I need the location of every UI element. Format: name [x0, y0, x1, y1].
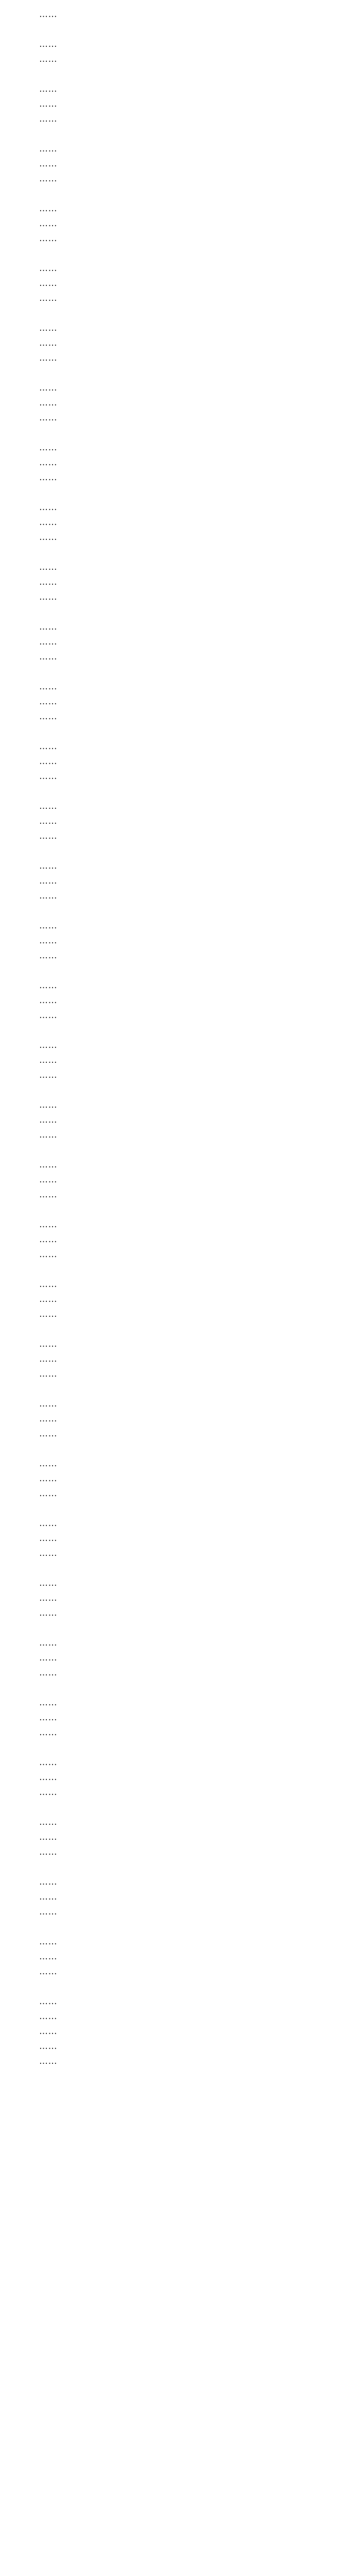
article-paragraph: ……: [39, 114, 58, 124]
article-paragraph: ……: [39, 218, 58, 229]
article-paragraph: ……: [39, 831, 58, 841]
article-paragraph: ……: [39, 1668, 58, 1678]
article-paragraph: ……: [39, 443, 58, 453]
article-paragraph: ……: [39, 1608, 58, 1618]
article-paragraph: ……: [39, 1010, 58, 1021]
article-paragraph: ……: [39, 1309, 58, 1319]
article-paragraph: ……: [39, 876, 58, 886]
article-paragraph: ……: [39, 1294, 58, 1304]
article-paragraph: ……: [39, 756, 58, 767]
article-paragraph: ……: [39, 1100, 58, 1110]
article-paragraph: ……: [39, 891, 58, 901]
article-paragraph: ……: [39, 1578, 58, 1588]
article-paragraph: ……: [39, 1593, 58, 1603]
article-paragraph: ……: [39, 1339, 58, 1349]
article-paragraph: ……: [39, 2056, 58, 2066]
article-paragraph: ……: [39, 1070, 58, 1080]
article-paragraph: ……: [39, 1429, 58, 1439]
article-paragraph: ……: [39, 1817, 58, 1827]
article-paragraph: ……: [39, 1160, 58, 1170]
article-paragraph: ……: [39, 263, 58, 274]
article-paragraph: ……: [39, 1190, 58, 1200]
article-paragraph: ……: [39, 144, 58, 154]
article-paragraph: ……: [39, 2011, 58, 2022]
article-paragraph: ……: [39, 562, 58, 572]
article-paragraph: ……: [39, 741, 58, 752]
article-paragraph: ……: [39, 1473, 58, 1484]
article-paragraph: ……: [39, 711, 58, 722]
article-paragraph: ……: [39, 1055, 58, 1065]
article-paragraph: ……: [39, 577, 58, 587]
article-paragraph: ……: [39, 1219, 58, 1230]
article-paragraph: ……: [39, 921, 58, 931]
article-paragraph: ……: [39, 861, 58, 871]
article-paragraph: ……: [39, 204, 58, 214]
article-paragraph: ……: [39, 622, 58, 632]
article-paragraph: ……: [39, 413, 58, 423]
article-paragraph: ……: [39, 1952, 58, 1962]
article-paragraph: ……: [39, 174, 58, 184]
article-paragraph: ……: [39, 1653, 58, 1663]
article-paragraph: ……: [39, 592, 58, 602]
article-paragraph: ……: [39, 1727, 58, 1738]
article-paragraph: ……: [39, 1548, 58, 1558]
article-paragraph: ……: [39, 1832, 58, 1842]
article-paragraph: ……: [39, 816, 58, 826]
article-paragraph: ……: [39, 2041, 58, 2052]
article-paragraph: ……: [39, 502, 58, 513]
article-paragraph: ……: [39, 1967, 58, 1977]
article-paragraph: ……: [39, 1713, 58, 1723]
article-paragraph: ……: [39, 1937, 58, 1947]
article-paragraph: ……: [39, 1175, 58, 1185]
article-paragraph: ……: [39, 1234, 58, 1245]
article-paragraph: ……: [39, 1399, 58, 1409]
article-paragraph: ……: [39, 1892, 58, 1902]
article-paragraph: ……: [39, 99, 58, 109]
article-paragraph: ……: [39, 1996, 58, 2007]
article-paragraph: ……: [39, 652, 58, 662]
article-paragraph: ……: [39, 637, 58, 647]
article-paragraph: ……: [39, 980, 58, 991]
article-paragraph: ……: [39, 936, 58, 946]
article-paragraph: ……: [39, 2026, 58, 2037]
article-paragraph: ……: [39, 353, 58, 363]
article-paragraph: ……: [39, 338, 58, 348]
article-paragraph: ……: [39, 233, 58, 244]
article-paragraph: ……: [39, 1877, 58, 1887]
article-paragraph: ……: [39, 1757, 58, 1768]
article-paragraph: ……: [39, 1279, 58, 1290]
article-paragraph: ……: [39, 1787, 58, 1798]
article-paragraph: ……: [39, 1354, 58, 1364]
article-paragraph: ……: [39, 323, 58, 333]
article-paragraph: ……: [39, 532, 58, 543]
article-paragraph: ……: [39, 951, 58, 961]
article-paragraph: ……: [39, 517, 58, 528]
article-paragraph: ……: [39, 293, 58, 303]
article-paragraph: ……: [39, 472, 58, 483]
article-paragraph: ……: [39, 1698, 58, 1708]
article-paragraph: ……: [39, 457, 58, 468]
article-paragraph: ……: [39, 1115, 58, 1125]
article-paragraph: ……: [39, 54, 58, 64]
article-paragraph: ……: [39, 278, 58, 289]
article-paragraph: ……: [39, 995, 58, 1006]
article-paragraph: ……: [39, 1249, 58, 1260]
article-paragraph: ……: [39, 1533, 58, 1544]
article-paragraph: ……: [39, 39, 58, 49]
article-paragraph: ……: [39, 697, 58, 707]
article-paragraph: ……: [39, 1488, 58, 1499]
article-paragraph: ……: [39, 1772, 58, 1783]
article-paragraph: ……: [39, 1459, 58, 1469]
article-paragraph: ……: [39, 771, 58, 782]
article-paragraph: ……: [39, 1130, 58, 1140]
article-paragraph: ……: [39, 398, 58, 408]
article-paragraph: ……: [39, 801, 58, 811]
article-paragraph: ……: [39, 1518, 58, 1529]
article-paragraph: ……: [39, 682, 58, 692]
article-paragraph: ……: [39, 84, 58, 94]
article-paragraph: ……: [39, 1414, 58, 1424]
article-paragraph: ……: [39, 159, 58, 169]
article-paragraph: ……: [39, 1040, 58, 1050]
article-paragraph: ……: [39, 1369, 58, 1379]
article-paragraph: ……: [39, 1847, 58, 1857]
article-paragraph: ……: [39, 9, 58, 20]
article-paragraph: ……: [39, 383, 58, 393]
article-paragraph: ……: [39, 1907, 58, 1917]
article-paragraph: ……: [39, 1638, 58, 1648]
